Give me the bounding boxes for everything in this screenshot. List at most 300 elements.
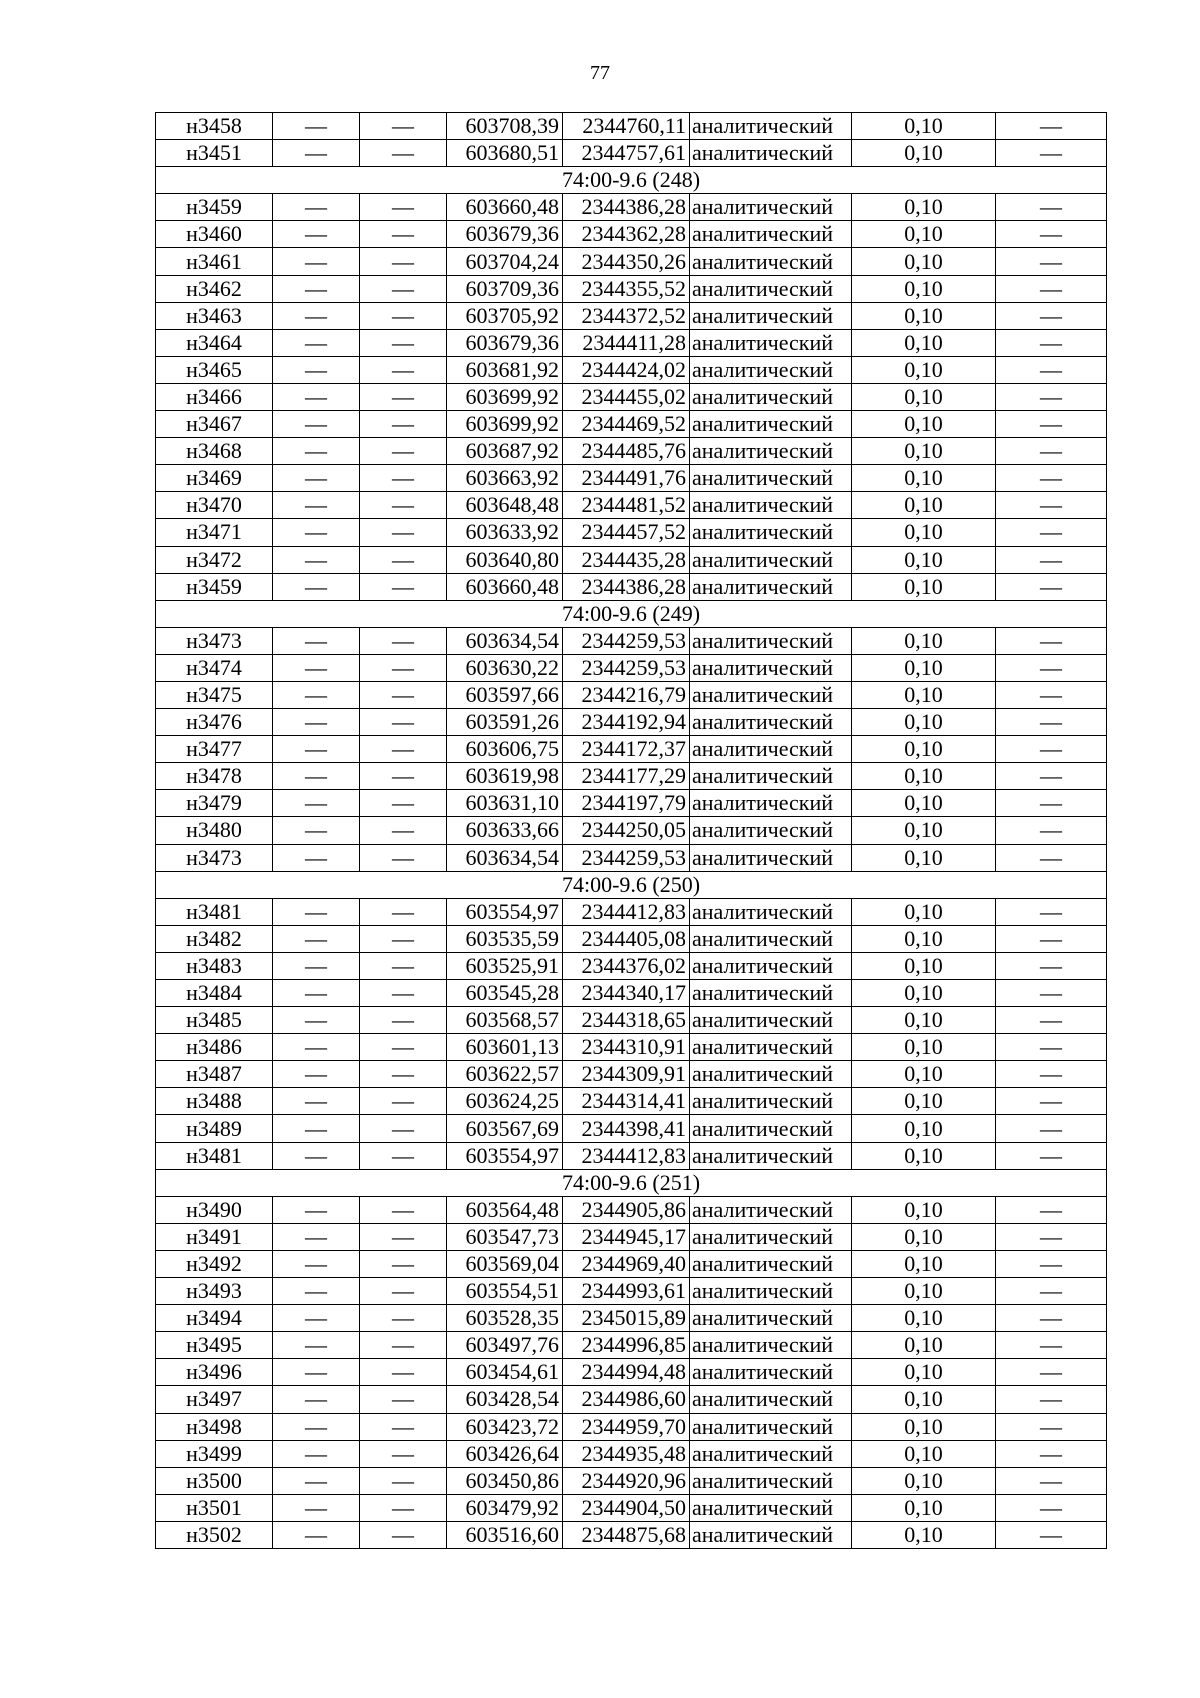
- table-row: [156, 1115, 1107, 1142]
- method-cell: аналитический: [690, 654, 852, 681]
- table-row: [156, 980, 1107, 1007]
- table-row: [156, 140, 1107, 167]
- old-y-cell: —: [360, 1494, 447, 1521]
- description-cell: —: [996, 1034, 1107, 1061]
- x-coordinate-cell: 603569,04: [447, 1250, 563, 1277]
- point-name-cell: н3459: [156, 573, 273, 600]
- old-x-cell: —: [273, 383, 360, 410]
- method-cell: аналитический: [690, 681, 852, 708]
- method-cell: аналитический: [690, 465, 852, 492]
- table-row: [156, 1223, 1107, 1250]
- old-x-cell: —: [273, 681, 360, 708]
- x-coordinate-cell: 603606,75: [447, 736, 563, 763]
- point-name-cell: н3482: [156, 925, 273, 952]
- description-cell: —: [996, 1061, 1107, 1088]
- description-cell: —: [996, 952, 1107, 979]
- accuracy-cell: 0,10: [852, 1440, 996, 1467]
- old-x-cell: —: [273, 1088, 360, 1115]
- old-y-cell: —: [360, 1332, 447, 1359]
- x-coordinate-cell: 603634,54: [447, 627, 563, 654]
- point-name-cell: н3458: [156, 113, 273, 140]
- point-name-cell: н3481: [156, 1142, 273, 1169]
- y-coordinate-cell: 2344994,48: [563, 1359, 690, 1386]
- y-coordinate-cell: 2344959,70: [563, 1413, 690, 1440]
- x-coordinate-cell: 603708,39: [447, 113, 563, 140]
- table-row: [156, 1440, 1107, 1467]
- point-name-cell: н3460: [156, 221, 273, 248]
- method-cell: аналитический: [690, 194, 852, 221]
- table-row: [156, 763, 1107, 790]
- method-cell: аналитический: [690, 1115, 852, 1142]
- old-x-cell: —: [273, 140, 360, 167]
- method-cell: аналитический: [690, 1223, 852, 1250]
- accuracy-cell: 0,10: [852, 627, 996, 654]
- section-header-row: [156, 600, 1107, 627]
- old-x-cell: —: [273, 1386, 360, 1413]
- method-cell: аналитический: [690, 1250, 852, 1277]
- old-y-cell: —: [360, 492, 447, 519]
- old-x-cell: —: [273, 546, 360, 573]
- method-cell: аналитический: [690, 1386, 852, 1413]
- old-x-cell: —: [273, 925, 360, 952]
- description-cell: —: [996, 113, 1107, 140]
- old-y-cell: —: [360, 383, 447, 410]
- old-x-cell: —: [273, 898, 360, 925]
- y-coordinate-cell: 2344945,17: [563, 1223, 690, 1250]
- y-coordinate-cell: 2344986,60: [563, 1386, 690, 1413]
- accuracy-cell: 0,10: [852, 763, 996, 790]
- description-cell: —: [996, 817, 1107, 844]
- old-x-cell: —: [273, 952, 360, 979]
- y-coordinate-cell: 2344362,28: [563, 221, 690, 248]
- method-cell: аналитический: [690, 248, 852, 275]
- x-coordinate-cell: 603568,57: [447, 1007, 563, 1034]
- y-coordinate-cell: 2344996,85: [563, 1332, 690, 1359]
- accuracy-cell: 0,10: [852, 1359, 996, 1386]
- method-cell: аналитический: [690, 1305, 852, 1332]
- description-cell: —: [996, 1305, 1107, 1332]
- x-coordinate-cell: 603454,61: [447, 1359, 563, 1386]
- accuracy-cell: 0,10: [852, 1305, 996, 1332]
- point-name-cell: н3490: [156, 1196, 273, 1223]
- table-row: [156, 681, 1107, 708]
- point-name-cell: н3475: [156, 681, 273, 708]
- x-coordinate-cell: 603704,24: [447, 248, 563, 275]
- old-y-cell: —: [360, 221, 447, 248]
- method-cell: аналитический: [690, 1142, 852, 1169]
- old-x-cell: —: [273, 763, 360, 790]
- description-cell: —: [996, 736, 1107, 763]
- table-row: [156, 356, 1107, 383]
- page-number: 77: [590, 62, 610, 84]
- point-name-cell: н3494: [156, 1305, 273, 1332]
- x-coordinate-cell: 603622,57: [447, 1061, 563, 1088]
- table-row: [156, 817, 1107, 844]
- old-y-cell: —: [360, 113, 447, 140]
- description-cell: —: [996, 627, 1107, 654]
- y-coordinate-cell: 2344309,91: [563, 1061, 690, 1088]
- point-name-cell: н3502: [156, 1521, 273, 1548]
- old-y-cell: —: [360, 654, 447, 681]
- description-cell: —: [996, 1278, 1107, 1305]
- y-coordinate-cell: 2344177,29: [563, 763, 690, 790]
- old-y-cell: —: [360, 1359, 447, 1386]
- description-cell: —: [996, 411, 1107, 438]
- description-cell: —: [996, 980, 1107, 1007]
- description-cell: —: [996, 492, 1107, 519]
- method-cell: аналитический: [690, 1440, 852, 1467]
- old-x-cell: —: [273, 1250, 360, 1277]
- y-coordinate-cell: 2345015,89: [563, 1305, 690, 1332]
- y-coordinate-cell: 2344310,91: [563, 1034, 690, 1061]
- accuracy-cell: 0,10: [852, 465, 996, 492]
- description-cell: —: [996, 654, 1107, 681]
- old-y-cell: —: [360, 1142, 447, 1169]
- method-cell: аналитический: [690, 329, 852, 356]
- old-y-cell: —: [360, 1007, 447, 1034]
- table-row: [156, 1278, 1107, 1305]
- y-coordinate-cell: 2344469,52: [563, 411, 690, 438]
- old-y-cell: —: [360, 1413, 447, 1440]
- x-coordinate-cell: 603535,59: [447, 925, 563, 952]
- y-coordinate-cell: 2344259,53: [563, 654, 690, 681]
- description-cell: —: [996, 1413, 1107, 1440]
- old-y-cell: —: [360, 573, 447, 600]
- table-row: [156, 1386, 1107, 1413]
- method-cell: аналитический: [690, 1061, 852, 1088]
- old-x-cell: —: [273, 1494, 360, 1521]
- accuracy-cell: 0,10: [852, 221, 996, 248]
- old-y-cell: —: [360, 194, 447, 221]
- accuracy-cell: 0,10: [852, 248, 996, 275]
- x-coordinate-cell: 603699,92: [447, 411, 563, 438]
- x-coordinate-cell: 603554,97: [447, 898, 563, 925]
- point-name-cell: н3473: [156, 627, 273, 654]
- description-cell: —: [996, 438, 1107, 465]
- accuracy-cell: 0,10: [852, 140, 996, 167]
- y-coordinate-cell: 2344904,50: [563, 1494, 690, 1521]
- old-y-cell: —: [360, 790, 447, 817]
- table-row: [156, 1250, 1107, 1277]
- old-y-cell: —: [360, 519, 447, 546]
- old-x-cell: —: [273, 1467, 360, 1494]
- x-coordinate-cell: 603428,54: [447, 1386, 563, 1413]
- x-coordinate-cell: 603450,86: [447, 1467, 563, 1494]
- description-cell: —: [996, 1359, 1107, 1386]
- y-coordinate-cell: 2344935,48: [563, 1440, 690, 1467]
- old-y-cell: —: [360, 275, 447, 302]
- x-coordinate-cell: 603554,97: [447, 1142, 563, 1169]
- table-row: [156, 546, 1107, 573]
- table-row: [156, 1494, 1107, 1521]
- y-coordinate-cell: 2344993,61: [563, 1278, 690, 1305]
- old-y-cell: —: [360, 1521, 447, 1548]
- old-y-cell: —: [360, 329, 447, 356]
- x-coordinate-cell: 603640,80: [447, 546, 563, 573]
- point-name-cell: н3491: [156, 1223, 273, 1250]
- table-row: [156, 519, 1107, 546]
- method-cell: аналитический: [690, 952, 852, 979]
- method-cell: аналитический: [690, 844, 852, 871]
- old-x-cell: —: [273, 844, 360, 871]
- x-coordinate-cell: 603648,48: [447, 492, 563, 519]
- section-header-row: [156, 167, 1107, 194]
- accuracy-cell: 0,10: [852, 844, 996, 871]
- description-cell: —: [996, 1088, 1107, 1115]
- table-row: [156, 302, 1107, 329]
- old-y-cell: —: [360, 1440, 447, 1467]
- y-coordinate-cell: 2344350,26: [563, 248, 690, 275]
- accuracy-cell: 0,10: [852, 1521, 996, 1548]
- x-coordinate-cell: 603681,92: [447, 356, 563, 383]
- x-coordinate-cell: 603687,92: [447, 438, 563, 465]
- table-row: [156, 113, 1107, 140]
- accuracy-cell: 0,10: [852, 1494, 996, 1521]
- description-cell: —: [996, 763, 1107, 790]
- method-cell: аналитический: [690, 1521, 852, 1548]
- accuracy-cell: 0,10: [852, 113, 996, 140]
- section-title: 74:00-9.6 (251): [156, 1169, 1107, 1196]
- method-cell: аналитический: [690, 898, 852, 925]
- y-coordinate-cell: 2344412,83: [563, 1142, 690, 1169]
- description-cell: —: [996, 546, 1107, 573]
- old-y-cell: —: [360, 1278, 447, 1305]
- x-coordinate-cell: 603554,51: [447, 1278, 563, 1305]
- x-coordinate-cell: 603516,60: [447, 1521, 563, 1548]
- y-coordinate-cell: 2344192,94: [563, 709, 690, 736]
- old-y-cell: —: [360, 1196, 447, 1223]
- accuracy-cell: 0,10: [852, 925, 996, 952]
- table-row: [156, 736, 1107, 763]
- method-cell: аналитический: [690, 383, 852, 410]
- old-x-cell: —: [273, 1359, 360, 1386]
- accuracy-cell: 0,10: [852, 302, 996, 329]
- accuracy-cell: 0,10: [852, 817, 996, 844]
- old-y-cell: —: [360, 1386, 447, 1413]
- accuracy-cell: 0,10: [852, 383, 996, 410]
- old-y-cell: —: [360, 925, 447, 952]
- old-x-cell: —: [273, 302, 360, 329]
- x-coordinate-cell: 603545,28: [447, 980, 563, 1007]
- table-row: [156, 438, 1107, 465]
- old-y-cell: —: [360, 980, 447, 1007]
- description-cell: —: [996, 1467, 1107, 1494]
- y-coordinate-cell: 2344386,28: [563, 194, 690, 221]
- old-x-cell: —: [273, 1332, 360, 1359]
- old-x-cell: —: [273, 1034, 360, 1061]
- section-title: 74:00-9.6 (248): [156, 167, 1107, 194]
- old-y-cell: —: [360, 438, 447, 465]
- method-cell: аналитический: [690, 1278, 852, 1305]
- old-x-cell: —: [273, 465, 360, 492]
- accuracy-cell: 0,10: [852, 194, 996, 221]
- method-cell: аналитический: [690, 709, 852, 736]
- description-cell: —: [996, 519, 1107, 546]
- table-row: [156, 925, 1107, 952]
- old-x-cell: —: [273, 1007, 360, 1034]
- method-cell: аналитический: [690, 113, 852, 140]
- method-cell: аналитический: [690, 1332, 852, 1359]
- coordinates-table-body: [156, 113, 1107, 1549]
- method-cell: аналитический: [690, 573, 852, 600]
- description-cell: —: [996, 1142, 1107, 1169]
- table-row: [156, 248, 1107, 275]
- x-coordinate-cell: 603699,92: [447, 383, 563, 410]
- accuracy-cell: 0,10: [852, 1223, 996, 1250]
- old-y-cell: —: [360, 1061, 447, 1088]
- accuracy-cell: 0,10: [852, 275, 996, 302]
- old-x-cell: —: [273, 1196, 360, 1223]
- accuracy-cell: 0,10: [852, 1061, 996, 1088]
- old-x-cell: —: [273, 1061, 360, 1088]
- table-row: [156, 1034, 1107, 1061]
- old-x-cell: —: [273, 1440, 360, 1467]
- method-cell: аналитический: [690, 221, 852, 248]
- table-row: [156, 1007, 1107, 1034]
- description-cell: —: [996, 329, 1107, 356]
- point-name-cell: н3472: [156, 546, 273, 573]
- old-y-cell: —: [360, 302, 447, 329]
- method-cell: аналитический: [690, 546, 852, 573]
- old-y-cell: —: [360, 898, 447, 925]
- accuracy-cell: 0,10: [852, 681, 996, 708]
- old-x-cell: —: [273, 248, 360, 275]
- x-coordinate-cell: 603601,13: [447, 1034, 563, 1061]
- y-coordinate-cell: 2344481,52: [563, 492, 690, 519]
- point-name-cell: н3501: [156, 1494, 273, 1521]
- point-name-cell: н3473: [156, 844, 273, 871]
- description-cell: —: [996, 925, 1107, 952]
- old-y-cell: —: [360, 627, 447, 654]
- old-x-cell: —: [273, 736, 360, 763]
- point-name-cell: н3476: [156, 709, 273, 736]
- point-name-cell: н3461: [156, 248, 273, 275]
- old-y-cell: —: [360, 1223, 447, 1250]
- old-x-cell: —: [273, 980, 360, 1007]
- description-cell: —: [996, 790, 1107, 817]
- old-x-cell: —: [273, 275, 360, 302]
- table-row: [156, 1467, 1107, 1494]
- accuracy-cell: 0,10: [852, 1142, 996, 1169]
- point-name-cell: н3497: [156, 1386, 273, 1413]
- accuracy-cell: 0,10: [852, 492, 996, 519]
- accuracy-cell: 0,10: [852, 898, 996, 925]
- accuracy-cell: 0,10: [852, 1007, 996, 1034]
- point-name-cell: н3483: [156, 952, 273, 979]
- y-coordinate-cell: 2344259,53: [563, 844, 690, 871]
- method-cell: аналитический: [690, 980, 852, 1007]
- table-row: [156, 275, 1107, 302]
- table-row: [156, 194, 1107, 221]
- old-y-cell: —: [360, 140, 447, 167]
- old-y-cell: —: [360, 1115, 447, 1142]
- description-cell: —: [996, 1332, 1107, 1359]
- old-x-cell: —: [273, 438, 360, 465]
- method-cell: аналитический: [690, 763, 852, 790]
- old-x-cell: —: [273, 492, 360, 519]
- description-cell: —: [996, 1250, 1107, 1277]
- coordinates-table: [155, 112, 1107, 1549]
- description-cell: —: [996, 1440, 1107, 1467]
- x-coordinate-cell: 603497,76: [447, 1332, 563, 1359]
- accuracy-cell: 0,10: [852, 329, 996, 356]
- old-x-cell: —: [273, 817, 360, 844]
- table-row: [156, 383, 1107, 410]
- method-cell: аналитический: [690, 1034, 852, 1061]
- accuracy-cell: 0,10: [852, 356, 996, 383]
- accuracy-cell: 0,10: [852, 654, 996, 681]
- description-cell: —: [996, 248, 1107, 275]
- old-x-cell: —: [273, 627, 360, 654]
- old-y-cell: —: [360, 952, 447, 979]
- point-name-cell: н3493: [156, 1278, 273, 1305]
- description-cell: —: [996, 898, 1107, 925]
- old-y-cell: —: [360, 411, 447, 438]
- description-cell: —: [996, 1223, 1107, 1250]
- old-y-cell: —: [360, 1034, 447, 1061]
- accuracy-cell: 0,10: [852, 1250, 996, 1277]
- x-coordinate-cell: 603619,98: [447, 763, 563, 790]
- point-name-cell: н3480: [156, 817, 273, 844]
- x-coordinate-cell: 603660,48: [447, 194, 563, 221]
- y-coordinate-cell: 2344314,41: [563, 1088, 690, 1115]
- description-cell: —: [996, 302, 1107, 329]
- accuracy-cell: 0,10: [852, 1386, 996, 1413]
- description-cell: —: [996, 194, 1107, 221]
- old-x-cell: —: [273, 329, 360, 356]
- old-x-cell: —: [273, 709, 360, 736]
- description-cell: —: [996, 1494, 1107, 1521]
- x-coordinate-cell: 603591,26: [447, 709, 563, 736]
- y-coordinate-cell: 2344398,41: [563, 1115, 690, 1142]
- section-title: 74:00-9.6 (249): [156, 600, 1107, 627]
- method-cell: аналитический: [690, 438, 852, 465]
- old-y-cell: —: [360, 546, 447, 573]
- old-y-cell: —: [360, 1467, 447, 1494]
- method-cell: аналитический: [690, 790, 852, 817]
- method-cell: аналитический: [690, 1467, 852, 1494]
- point-name-cell: н3465: [156, 356, 273, 383]
- old-y-cell: —: [360, 763, 447, 790]
- point-name-cell: н3496: [156, 1359, 273, 1386]
- accuracy-cell: 0,10: [852, 952, 996, 979]
- table-row: [156, 627, 1107, 654]
- x-coordinate-cell: 603564,48: [447, 1196, 563, 1223]
- x-coordinate-cell: 603633,92: [447, 519, 563, 546]
- accuracy-cell: 0,10: [852, 411, 996, 438]
- y-coordinate-cell: 2344405,08: [563, 925, 690, 952]
- point-name-cell: н3484: [156, 980, 273, 1007]
- point-name-cell: н3498: [156, 1413, 273, 1440]
- y-coordinate-cell: 2344386,28: [563, 573, 690, 600]
- method-cell: аналитический: [690, 302, 852, 329]
- table-row: [156, 709, 1107, 736]
- x-coordinate-cell: 603680,51: [447, 140, 563, 167]
- old-x-cell: —: [273, 519, 360, 546]
- point-name-cell: н3488: [156, 1088, 273, 1115]
- accuracy-cell: 0,10: [852, 709, 996, 736]
- accuracy-cell: 0,10: [852, 519, 996, 546]
- old-y-cell: —: [360, 1250, 447, 1277]
- method-cell: аналитический: [690, 1359, 852, 1386]
- table-row: [156, 1061, 1107, 1088]
- point-name-cell: н3499: [156, 1440, 273, 1467]
- y-coordinate-cell: 2344491,76: [563, 465, 690, 492]
- accuracy-cell: 0,10: [852, 1034, 996, 1061]
- old-x-cell: —: [273, 194, 360, 221]
- old-y-cell: —: [360, 681, 447, 708]
- y-coordinate-cell: 2344424,02: [563, 356, 690, 383]
